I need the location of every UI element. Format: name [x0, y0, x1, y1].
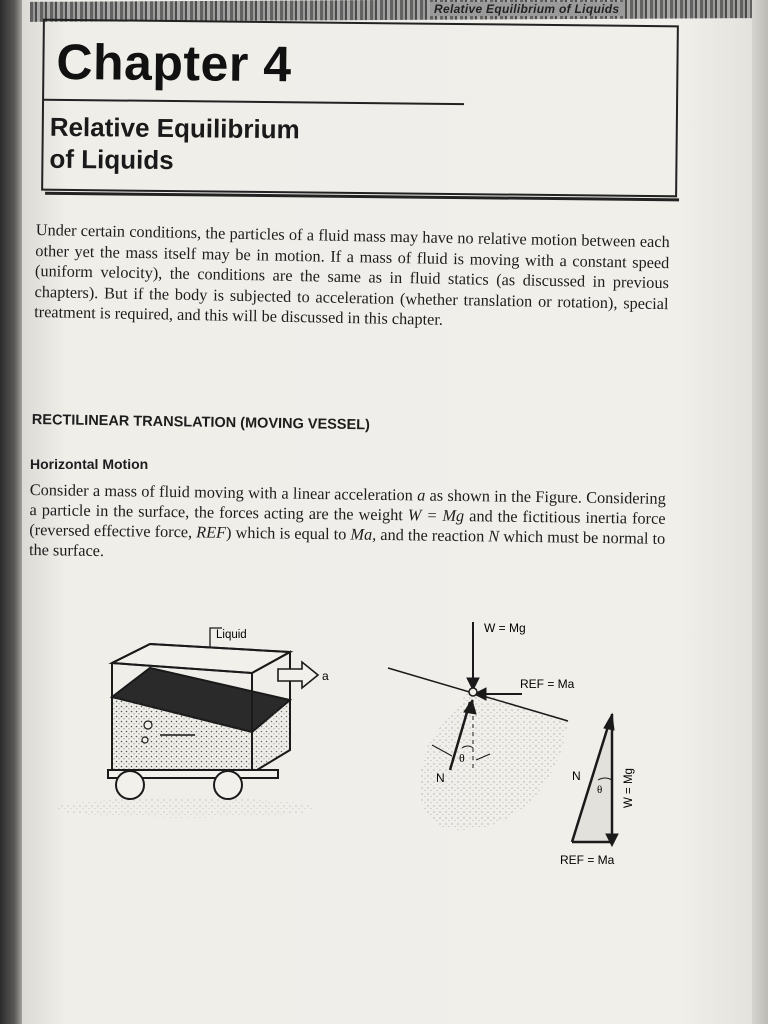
symbol-weight: W = Mg — [407, 505, 465, 526]
symbol-ma: Ma — [350, 524, 373, 544]
text-run: which must be normal to the surface. — [28, 526, 666, 561]
symbol-a: a — [417, 485, 426, 505]
symbol-n: N — [488, 526, 500, 546]
liquid-label: Liquid — [216, 629, 247, 641]
text-run: Consider a mass of fluid moving with a linear acceleration — [29, 480, 418, 505]
text-run: , and the reaction — [372, 524, 489, 546]
running-head: Relative Equilibrium of Liquids — [430, 2, 623, 16]
subsection-title: Horizontal Motion — [30, 456, 149, 472]
text-run: and the fictitious inertia force (reversed effective force, — [29, 506, 666, 542]
theta-label: θ — [459, 751, 465, 765]
ref-label: REF = Ma — [520, 677, 575, 691]
text-run: ) which is equal to — [225, 522, 351, 544]
chapter-title: Chapter 4 — [56, 33, 292, 93]
triangle-weight-label: W = Mg — [623, 768, 635, 808]
symbol-ref: REF — [196, 522, 227, 542]
chapter-subtitle-line: of Liquids — [49, 143, 174, 176]
tank-diagram — [55, 628, 318, 818]
triangle-normal-label: N — [572, 769, 581, 783]
normal-label: N — [436, 771, 445, 785]
triangle-theta-label: θ — [597, 784, 603, 796]
intro-paragraph: Under certain conditions, the particles of a fluid mass may have no relative motion between each other yet the mass itself may be in motion. If a mass of fluid is moving with a constant speed (uniform velocity), the conditions are the same as in fluid statics (as discussed in previous chapters). But if the body is subjected to acceleration (whether translation or rotation), special treatment is required, and this will be discussed in this chapter. — [34, 220, 670, 329]
force-diagram — [388, 622, 568, 830]
acceleration-label: a — [322, 669, 329, 683]
weight-label: W = Mg — [484, 621, 526, 635]
text-run: as shown in the Figure. Considering a particle in the surface, the forces acting are the weight — [29, 485, 666, 525]
triangle-ref-label: REF = Ma — [560, 853, 615, 867]
section-title: RECTILINEAR TRANSLATION (MOVING VESSEL) — [31, 412, 371, 434]
chapter-subtitle-line: Relative Equilibrium — [49, 111, 300, 145]
